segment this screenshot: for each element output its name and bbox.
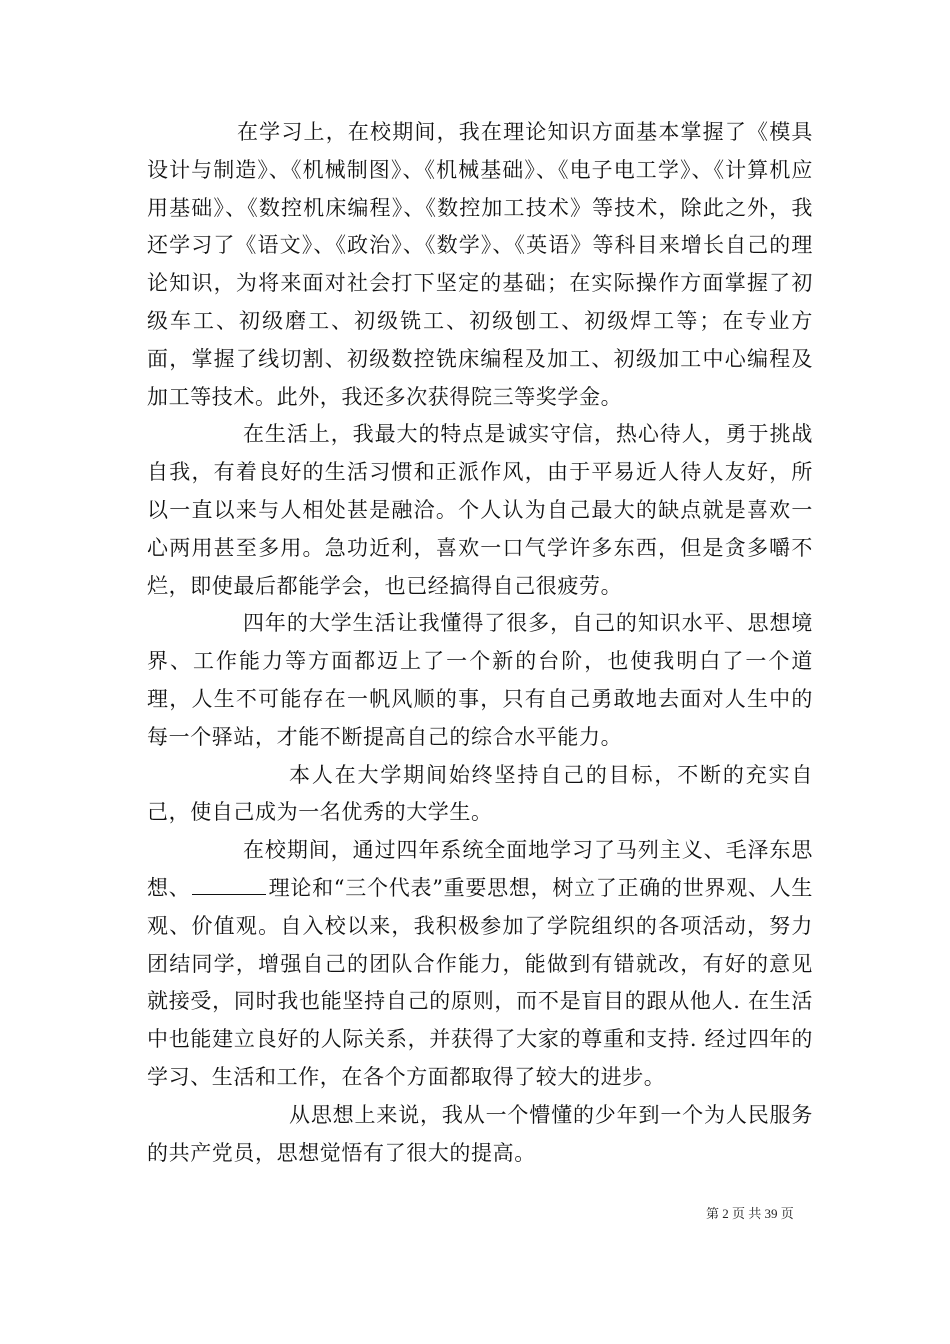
paragraph-ideology-part1: 在校期间，通过四年系统全面地学习了马列主义、毛泽东思想、 <box>147 838 813 900</box>
document-body <box>147 114 813 1172</box>
paragraph-ideology-part2: 理论和“三个代表”重要思想，树立了正确的世界观、人生观、价值观。自入校以来，我积极参加了学院组织的各项活动，努力团结同学，增强自己的团队合作能力，能做到有错就改，有好的意见就接受，同时我也能坚持自己的原则，而不是盲目的跟从他人. 在生活中也能建立良好的人际关系，并获得了大家的尊重和支持. 经过四年的学习、生活和工作，在各个方面都取得了较大的进步。 <box>147 875 813 1089</box>
paragraph-university-growth: 四年的大学生活让我懂得了很多，自己的知识水平、思想境界、工作能力等方面都迈上了一个新的台阶，也使我明白了一个道理，人生不可能存在一帆风顺的事，只有自己勇敢地去面对人生中的每一个驿站，才能不断提高自己的综合水平能力。 <box>147 611 813 749</box>
paragraph-thought: 从思想上来说，我从一个懵懂的少年到一个为人民服务的共产党员，思想觉悟有了很大的提高。 <box>147 1102 813 1165</box>
page-number-footer: 第 2 页 共 39 页 <box>706 1206 794 1221</box>
paragraph-study: 在学习上，在校期间，我在理论知识方面基本掌握了《模具设计与制造》、《机械制图》、《机械基础》、《电子电工学》、《计算机应用基础》、《数控机床编程》、《数控加工技术》等技术，除此之外，我还学习了《语文》、《政治》、《数学》、《英语》等科目来增长自己的理论知识，为将来面对社会打下坚定的基础；在实际操作方面掌握了初级车工、初级磨工、初级铣工、初级刨工、初级焊工等；在专业方面，掌握了线切割、初级数控铣床编程及加工、初级加工中心编程及加工等技术。此外，我还多次获得院三等奖学金。 <box>147 120 813 409</box>
paragraph-self-goal: 本人在大学期间始终坚持自己的目标，不断的充实自己，使自己成为一名优秀的大学生。 <box>147 762 813 825</box>
fill-in-blank <box>192 893 266 895</box>
paragraph-ideology <box>147 832 813 1097</box>
paragraph-life: 在生活上，我最大的特点是诚实守信，热心待人，勇于挑战自我，有着良好的生活习惯和正派作风，由于平易近人待人友好，所以一直以来与人相处甚是融洽。个人认为自己最大的缺点就是喜欢一心两用甚至多用。急功近利，喜欢一口气学许多东西，但是贪多嚼不烂，即使最后都能学会，也已经搞得自己很疲劳。 <box>147 422 813 598</box>
